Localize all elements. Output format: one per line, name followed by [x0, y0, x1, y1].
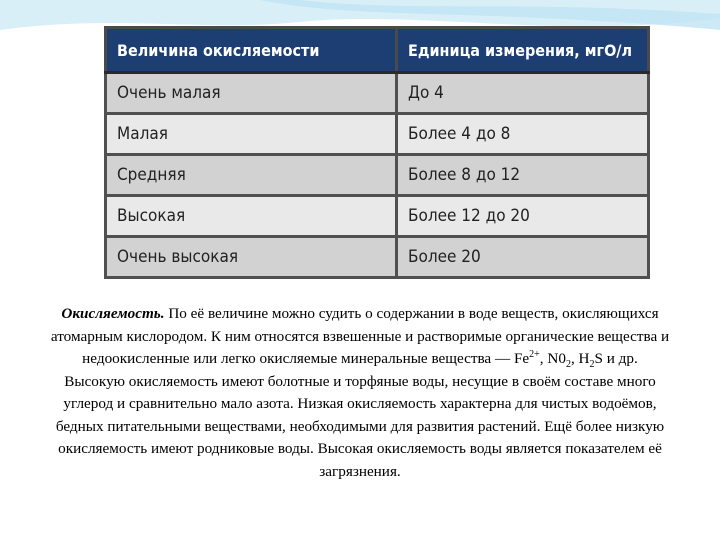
cell-level: Очень малая — [106, 73, 397, 114]
oxidizability-table — [104, 26, 650, 279]
table-row — [106, 73, 649, 114]
cell-range: Более 20 — [397, 237, 649, 278]
table-row — [106, 155, 649, 196]
cell-level: Высокая — [106, 196, 397, 237]
description-paragraph — [50, 303, 670, 483]
fe-charge: 2+ — [529, 349, 540, 361]
no-subscript: 2 — [565, 359, 571, 371]
paragraph-text-1: По её величине можно судить о содержании в воде веществ, окисляющихся атомарным кислородом. К ним относятся взвешенные и растворимые органические вещества и недоокисленные или легко окисляемые минеральные вещества — Fe — [50, 305, 670, 368]
cell-range: До 4 — [397, 73, 649, 114]
paragraph-text-4: S и др. Высокую окисляемость имеют болотные и торфяные воды, несущие в своём составе много углерод и сравнительно мало азота. Низкая окисляемость характерна для чистых водоёмов, бедных питательными веществами, необходимыми для развития растений. Ещё более низкую окисляемость имеют родниковые воды. Высокая окисляемость воды является показателем её загрязнения. — [55, 350, 665, 480]
paragraph-text-3: , H — [570, 350, 590, 368]
table-row — [106, 237, 649, 278]
cell-range: Более 4 до 8 — [397, 114, 649, 155]
cell-level: Очень высокая — [106, 237, 397, 278]
header-unit: Единица измерения, мгО/л — [397, 28, 649, 73]
h-subscript: 2 — [589, 359, 595, 371]
cell-range: Более 8 до 12 — [397, 155, 649, 196]
table-row — [106, 196, 649, 237]
paragraph-text-2: , N0 — [539, 350, 566, 368]
cell-level: Малая — [106, 114, 397, 155]
header-oxidizability: Величина окисляемости — [106, 28, 397, 73]
oxidizability-table-container — [104, 26, 650, 274]
paragraph-lead: Окисляемость. — [61, 305, 165, 323]
cell-range: Более 12 до 20 — [397, 196, 649, 237]
table-header-row — [106, 28, 649, 73]
cell-level: Средняя — [106, 155, 397, 196]
table-row — [106, 114, 649, 155]
